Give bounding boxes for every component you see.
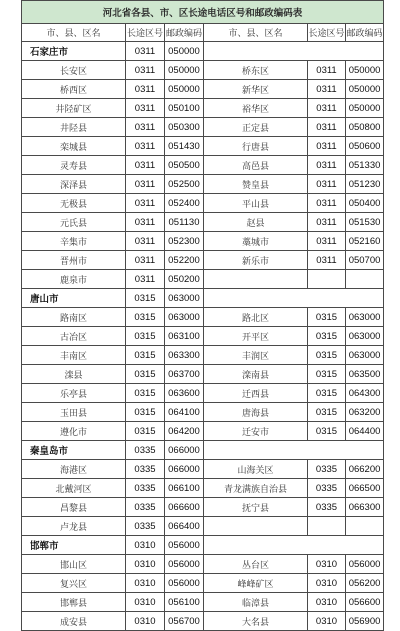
district-name-right: 丛台区: [204, 555, 308, 574]
table-row: [22, 593, 384, 612]
zip-code-right: 050400: [346, 194, 384, 213]
table-row: [22, 118, 384, 137]
zip-code-right: 050000: [346, 61, 384, 80]
district-name-left: 井陉矿区: [22, 99, 126, 118]
area-code-right: 0311: [308, 232, 346, 251]
city-area-code: 0311: [126, 42, 165, 61]
zip-code-right: [346, 270, 384, 289]
district-name-left: 灵寿县: [22, 156, 126, 175]
zip-code-right: 050700: [346, 251, 384, 270]
zip-code-right: 066500: [346, 479, 384, 498]
area-code-left: 0310: [126, 612, 165, 631]
table-row: [22, 574, 384, 593]
area-code-right: 0311: [308, 175, 346, 194]
district-name-left: 栾城县: [22, 137, 126, 156]
zip-code-left: 056000: [165, 574, 204, 593]
district-name-left: 卢龙县: [22, 517, 126, 536]
district-name-left: 桥西区: [22, 80, 126, 99]
table-row: [22, 612, 384, 631]
area-code-left: 0315: [126, 365, 165, 384]
header-name-right: 市、县、区名: [204, 24, 308, 42]
zip-code-left: 066400: [165, 517, 204, 536]
table-row: [22, 555, 384, 574]
district-name-left: 辛集市: [22, 232, 126, 251]
district-name-right: 滦南县: [204, 365, 308, 384]
area-code-left: 0311: [126, 61, 165, 80]
zip-code-right: 050800: [346, 118, 384, 137]
table-row: [22, 137, 384, 156]
area-code-left: 0311: [126, 80, 165, 99]
district-name-left: 昌黎县: [22, 498, 126, 517]
district-name-right: 迁西县: [204, 384, 308, 403]
district-name-left: 北戴河区: [22, 479, 126, 498]
zip-code-right: 063000: [346, 346, 384, 365]
city-name: 秦皇岛市: [22, 441, 126, 460]
area-code-right: 0315: [308, 384, 346, 403]
district-name-right: 路北区: [204, 308, 308, 327]
district-name-right: 唐海县: [204, 403, 308, 422]
area-code-left: 0311: [126, 99, 165, 118]
zip-code-left: 063600: [165, 384, 204, 403]
table-row: [22, 403, 384, 422]
city-area-code: 0315: [126, 289, 165, 308]
district-name-right: 赞皇县: [204, 175, 308, 194]
district-name-right: 桥东区: [204, 61, 308, 80]
zip-code-left: 052500: [165, 175, 204, 194]
area-code-right: 0310: [308, 555, 346, 574]
table-row: [22, 61, 384, 80]
area-code-right: 0311: [308, 61, 346, 80]
zip-code-right: 056200: [346, 574, 384, 593]
zip-code-left: 050200: [165, 270, 204, 289]
postal-code-table-sheet: [21, 0, 383, 631]
zip-code-right: 056900: [346, 612, 384, 631]
area-code-left: 0335: [126, 498, 165, 517]
zip-code-right: 052160: [346, 232, 384, 251]
district-name-right: 高邑县: [204, 156, 308, 175]
table-row: [22, 460, 384, 479]
header-zip-left: 邮政编码: [165, 24, 204, 42]
area-code-left: 0335: [126, 460, 165, 479]
area-code-right: 0311: [308, 80, 346, 99]
district-name-left: 长安区: [22, 61, 126, 80]
district-name-left: 鹿泉市: [22, 270, 126, 289]
area-code-left: 0311: [126, 251, 165, 270]
table-row: [22, 422, 384, 441]
city-name: 邯郸市: [22, 536, 126, 555]
area-code-right: 0315: [308, 403, 346, 422]
area-code-right: 0315: [308, 308, 346, 327]
zip-code-left: 052200: [165, 251, 204, 270]
district-name-left: 丰南区: [22, 346, 126, 365]
zip-code-right: 064400: [346, 422, 384, 441]
area-code-right: 0310: [308, 612, 346, 631]
table-row: [22, 270, 384, 289]
district-name-left: 滦县: [22, 365, 126, 384]
table-row: [22, 80, 384, 99]
zip-code-right: 063000: [346, 308, 384, 327]
zip-code-right: [346, 517, 384, 536]
district-name-right: 丰润区: [204, 346, 308, 365]
area-code-right: [308, 517, 346, 536]
district-name-left: 古冶区: [22, 327, 126, 346]
zip-code-right: 051330: [346, 156, 384, 175]
area-code-right: 0315: [308, 327, 346, 346]
section-blank-cell: [204, 42, 384, 61]
table-title-row: [22, 1, 384, 24]
area-code-right: 0311: [308, 99, 346, 118]
district-name-left: 邯郸县: [22, 593, 126, 612]
district-name-right: 藁城市: [204, 232, 308, 251]
area-code-right: 0311: [308, 156, 346, 175]
zip-code-right: 066200: [346, 460, 384, 479]
table-row: [22, 99, 384, 118]
area-code-left: 0311: [126, 175, 165, 194]
city-name: 唐山市: [22, 289, 126, 308]
district-name-left: 邯山区: [22, 555, 126, 574]
table-row: [22, 327, 384, 346]
table-row: [22, 213, 384, 232]
zip-code-left: 050300: [165, 118, 204, 137]
table-row: [22, 194, 384, 213]
zip-code-left: 052300: [165, 232, 204, 251]
city-section-row: [22, 441, 384, 460]
district-name-right: 山海关区: [204, 460, 308, 479]
district-name-right: 赵县: [204, 213, 308, 232]
zip-code-right: 063000: [346, 327, 384, 346]
district-name-right: 新华区: [204, 80, 308, 99]
district-name-left: 成安县: [22, 612, 126, 631]
area-code-left: 0311: [126, 118, 165, 137]
area-code-left: 0311: [126, 213, 165, 232]
district-name-right: 峰峰矿区: [204, 574, 308, 593]
area-code-right: [308, 270, 346, 289]
district-name-right: 新乐市: [204, 251, 308, 270]
section-blank-cell: [204, 289, 384, 308]
district-name-right: 临漳县: [204, 593, 308, 612]
zip-code-left: 050100: [165, 99, 204, 118]
area-code-left: 0310: [126, 593, 165, 612]
city-zip-code: 050000: [165, 42, 204, 61]
table-row: [22, 384, 384, 403]
city-zip-code: 063000: [165, 289, 204, 308]
area-code-left: 0315: [126, 327, 165, 346]
area-code-right: 0315: [308, 346, 346, 365]
table-row: [22, 517, 384, 536]
area-code-left: 0335: [126, 479, 165, 498]
district-name-right: [204, 517, 308, 536]
area-code-left: 0311: [126, 156, 165, 175]
city-area-code: 0335: [126, 441, 165, 460]
district-name-left: 乐亭县: [22, 384, 126, 403]
district-name-right: 开平区: [204, 327, 308, 346]
area-code-left: 0310: [126, 555, 165, 574]
district-name-right: [204, 270, 308, 289]
table-row: [22, 365, 384, 384]
zip-code-left: 063100: [165, 327, 204, 346]
zip-code-left: 050000: [165, 61, 204, 80]
zip-code-left: 051130: [165, 213, 204, 232]
city-zip-code: 066000: [165, 441, 204, 460]
zip-code-left: 052400: [165, 194, 204, 213]
district-name-left: 复兴区: [22, 574, 126, 593]
district-name-right: 大名县: [204, 612, 308, 631]
area-code-left: 0311: [126, 137, 165, 156]
zip-code-right: 064300: [346, 384, 384, 403]
city-section-row: [22, 289, 384, 308]
table-row: [22, 346, 384, 365]
area-code-left: 0311: [126, 232, 165, 251]
area-code-left: 0335: [126, 517, 165, 536]
district-name-right: 青龙满族自治县: [204, 479, 308, 498]
area-code-right: 0315: [308, 422, 346, 441]
table-row: [22, 156, 384, 175]
zip-code-left: 050500: [165, 156, 204, 175]
table-row: [22, 479, 384, 498]
district-name-right: 平山县: [204, 194, 308, 213]
district-name-left: 海港区: [22, 460, 126, 479]
header-area-code-right: 长途区号: [308, 24, 346, 42]
table-title: 河北省各县、市、区长途电话区号和邮政编码表: [22, 1, 384, 24]
district-name-left: 玉田县: [22, 403, 126, 422]
zip-code-right: 063200: [346, 403, 384, 422]
zip-code-left: 056700: [165, 612, 204, 631]
district-name-right: 行唐县: [204, 137, 308, 156]
header-zip-right: 邮政编码: [346, 24, 384, 42]
zip-code-left: 051430: [165, 137, 204, 156]
area-code-left: 0315: [126, 422, 165, 441]
header-name-left: 市、县、区名: [22, 24, 126, 42]
zip-code-left: 066600: [165, 498, 204, 517]
zip-code-right: 050600: [346, 137, 384, 156]
zip-code-left: 056100: [165, 593, 204, 612]
area-code-left: 0310: [126, 574, 165, 593]
area-code-left: 0311: [126, 270, 165, 289]
table-header-row: [22, 24, 384, 42]
district-name-right: 迁安市: [204, 422, 308, 441]
area-code-right: 0310: [308, 593, 346, 612]
district-name-left: 井陉县: [22, 118, 126, 137]
zip-code-left: 056000: [165, 555, 204, 574]
area-code-right: 0311: [308, 194, 346, 213]
table-row: [22, 251, 384, 270]
zip-code-left: 064100: [165, 403, 204, 422]
postal-code-table: [21, 0, 384, 631]
district-name-left: 元氏县: [22, 213, 126, 232]
zip-code-left: 066000: [165, 460, 204, 479]
zip-code-right: 066300: [346, 498, 384, 517]
section-blank-cell: [204, 536, 384, 555]
area-code-left: 0315: [126, 384, 165, 403]
city-name: 石家庄市: [22, 42, 126, 61]
zip-code-left: 063000: [165, 308, 204, 327]
zip-code-left: 063300: [165, 346, 204, 365]
area-code-right: 0335: [308, 460, 346, 479]
zip-code-right: 063500: [346, 365, 384, 384]
table-row: [22, 308, 384, 327]
area-code-right: 0311: [308, 118, 346, 137]
zip-code-right: 051530: [346, 213, 384, 232]
area-code-right: 0311: [308, 137, 346, 156]
table-row: [22, 498, 384, 517]
header-area-code-left: 长途区号: [126, 24, 165, 42]
area-code-right: 0311: [308, 213, 346, 232]
zip-code-right: 050000: [346, 99, 384, 118]
section-blank-cell: [204, 441, 384, 460]
city-section-row: [22, 536, 384, 555]
zip-code-left: 063700: [165, 365, 204, 384]
district-name-right: 裕华区: [204, 99, 308, 118]
city-section-row: [22, 42, 384, 61]
area-code-left: 0315: [126, 346, 165, 365]
district-name-left: 晋州市: [22, 251, 126, 270]
area-code-right: 0311: [308, 251, 346, 270]
zip-code-left: 064200: [165, 422, 204, 441]
district-name-left: 路南区: [22, 308, 126, 327]
zip-code-right: 056600: [346, 593, 384, 612]
district-name-left: 无极县: [22, 194, 126, 213]
area-code-right: 0335: [308, 479, 346, 498]
area-code-right: 0315: [308, 365, 346, 384]
district-name-right: 抚宁县: [204, 498, 308, 517]
city-zip-code: 056000: [165, 536, 204, 555]
district-name-left: 遵化市: [22, 422, 126, 441]
table-row: [22, 232, 384, 251]
district-name-left: 深泽县: [22, 175, 126, 194]
area-code-left: 0315: [126, 403, 165, 422]
area-code-right: 0335: [308, 498, 346, 517]
zip-code-right: 051230: [346, 175, 384, 194]
area-code-right: 0310: [308, 574, 346, 593]
zip-code-left: 050000: [165, 80, 204, 99]
area-code-left: 0311: [126, 194, 165, 213]
district-name-right: 正定县: [204, 118, 308, 137]
table-row: [22, 175, 384, 194]
city-area-code: 0310: [126, 536, 165, 555]
area-code-left: 0315: [126, 308, 165, 327]
zip-code-left: 066100: [165, 479, 204, 498]
zip-code-right: 050000: [346, 80, 384, 99]
zip-code-right: 056000: [346, 555, 384, 574]
